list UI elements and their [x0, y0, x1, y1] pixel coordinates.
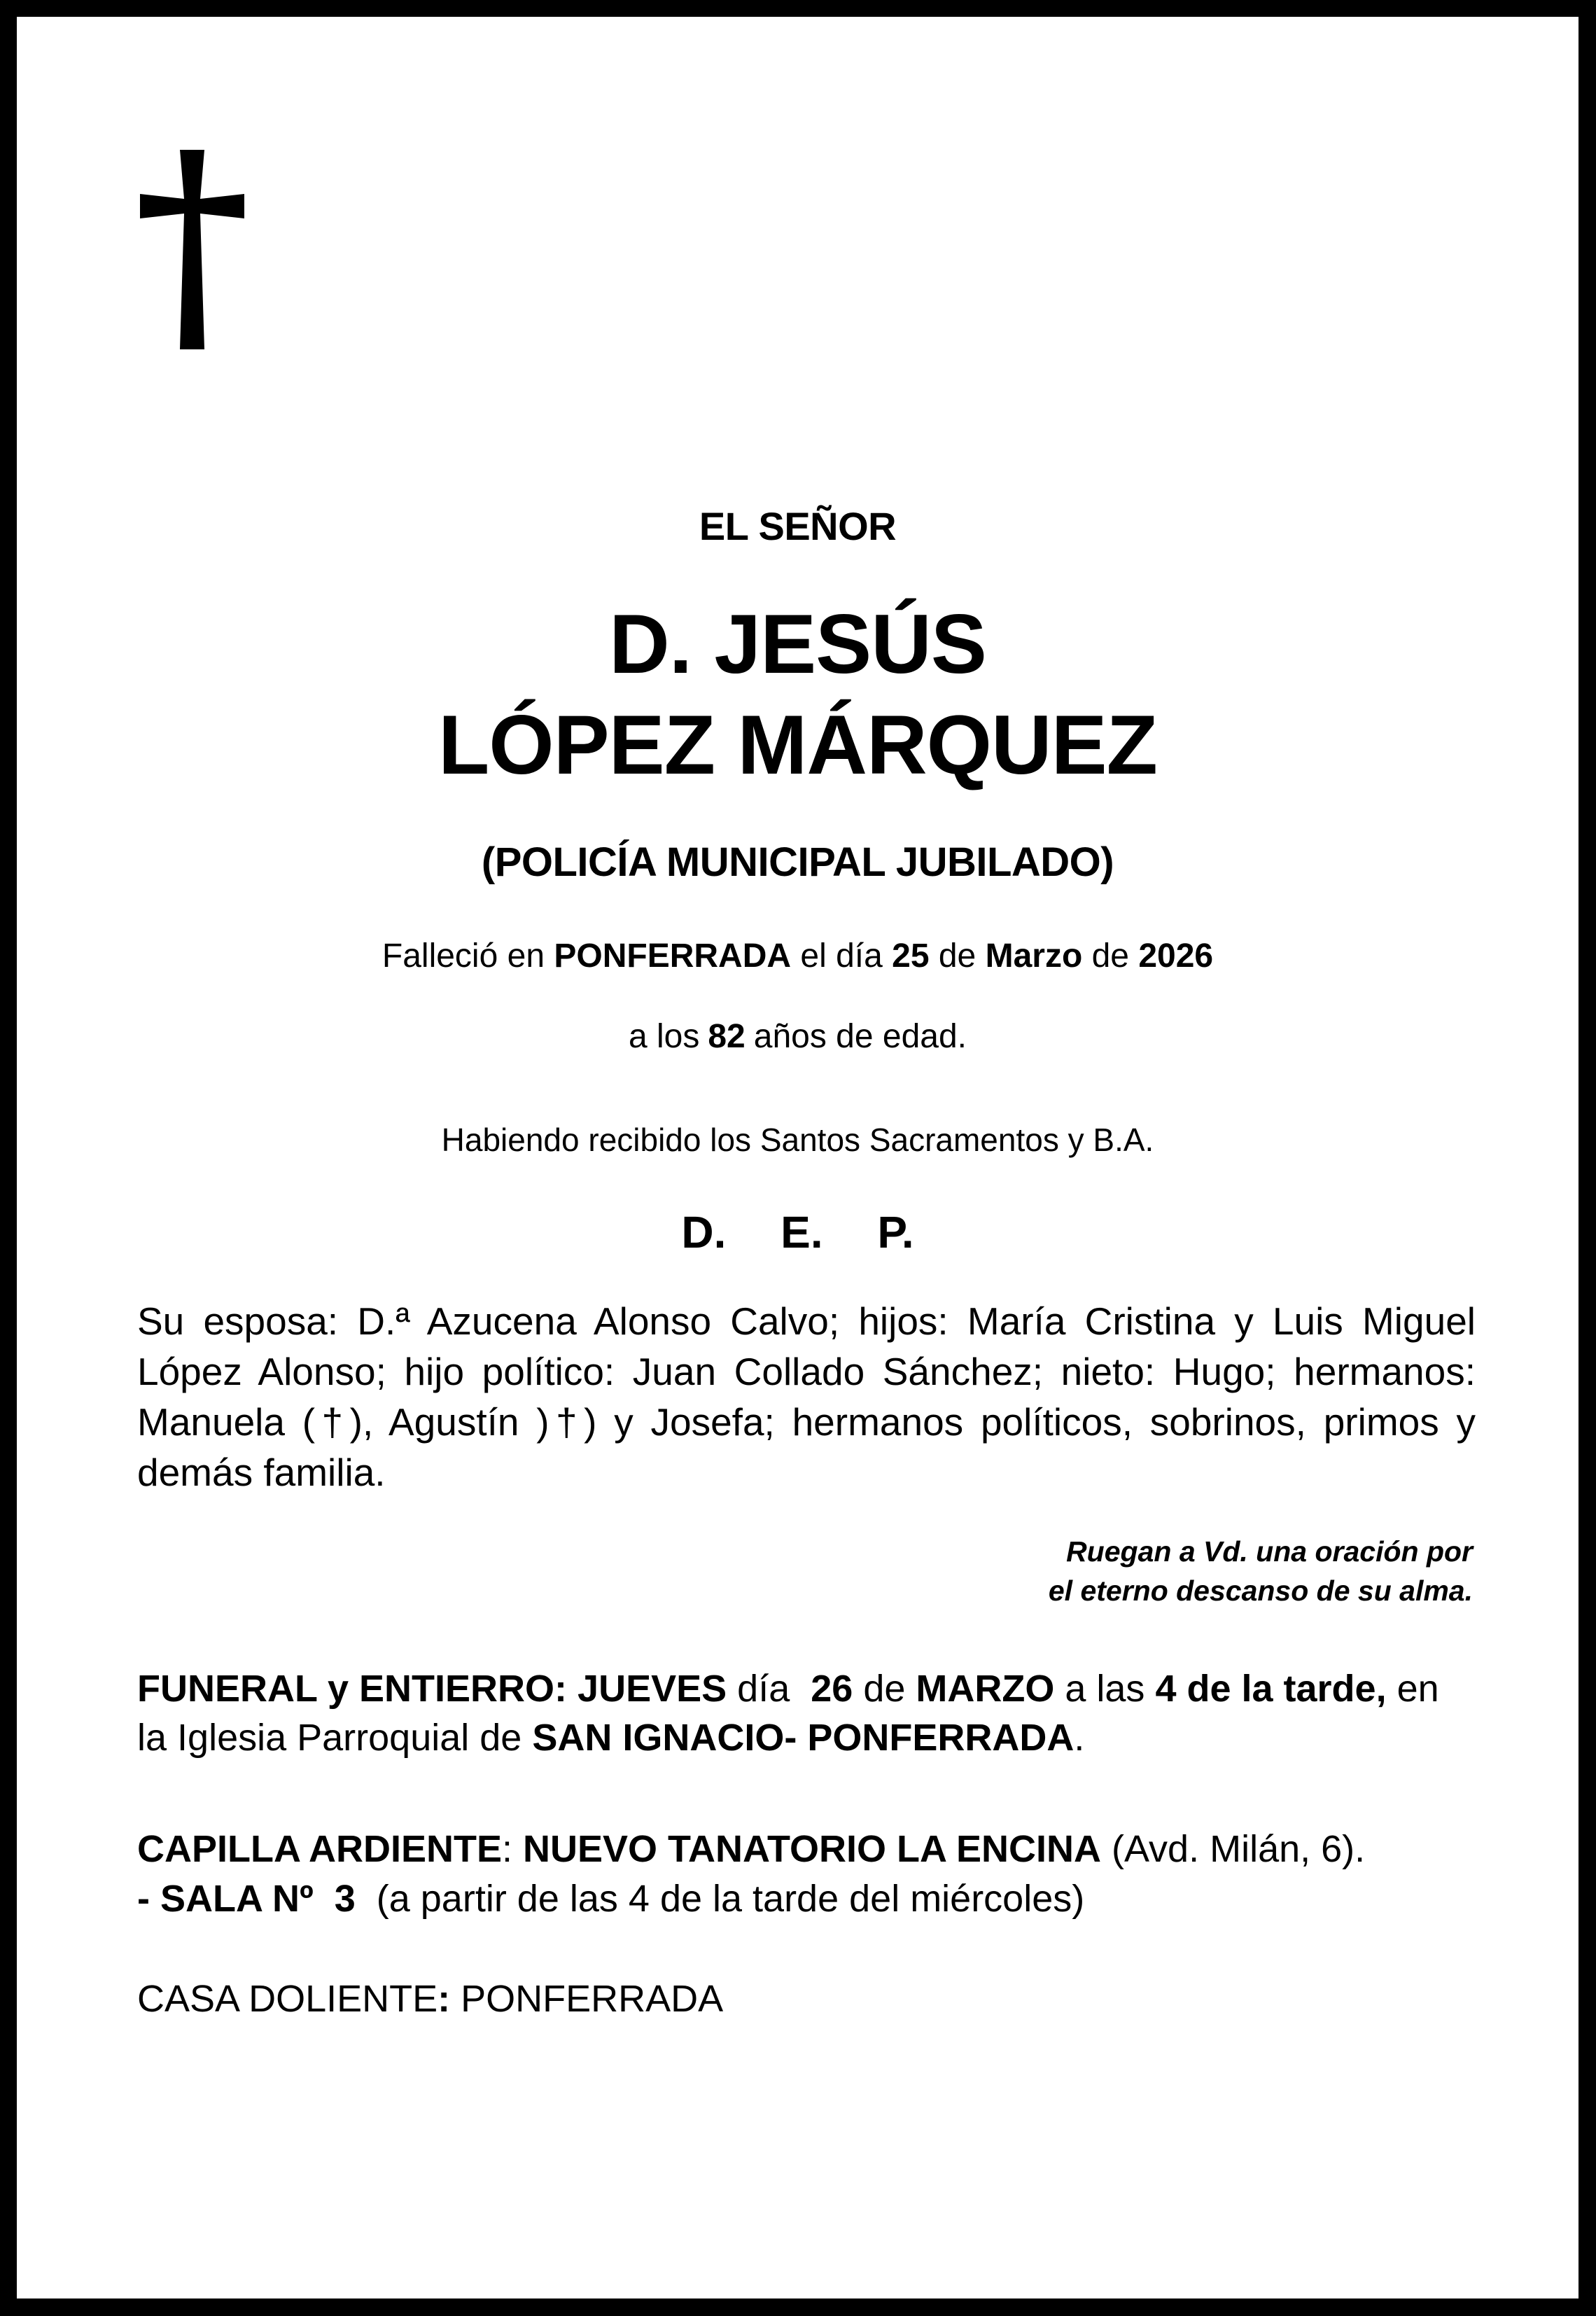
house-value: PONFERRADA	[450, 1978, 724, 2020]
funeral-info	[137, 1664, 1476, 1762]
mourning-house	[137, 1974, 1476, 2023]
funeral-day: 26	[811, 1668, 853, 1710]
chapel-label: CAPILLA ARDIENTE	[137, 1828, 502, 1870]
age-suffix: años de edad.	[753, 1018, 967, 1055]
funeral-text: a las	[1054, 1668, 1156, 1710]
age-value: 82	[708, 1018, 746, 1055]
funeral-month: MARZO	[916, 1668, 1055, 1710]
prayer-line-2: el eterno descanso de su alma.	[1048, 1575, 1473, 1607]
death-text: de	[1082, 937, 1139, 975]
chapel-line-1	[137, 1825, 1476, 1874]
death-text: de	[929, 937, 986, 975]
latin-cross-icon	[137, 150, 252, 349]
funeral-time: 4 de la tarde,	[1155, 1668, 1387, 1710]
name-line-1: D. JESÚS	[609, 597, 986, 691]
dep-abbreviation: D. E. P.	[681, 1207, 914, 1257]
funeral-line-2	[137, 1713, 1476, 1762]
funeral-text: la Iglesia Parroquial de	[137, 1717, 533, 1759]
funeral-church: SAN IGNACIO- PONFERRADA	[532, 1717, 1074, 1759]
funeral-text: .	[1074, 1717, 1085, 1759]
death-prefix: Falleció en	[382, 937, 554, 975]
chapel-room: - SALA Nº 3	[137, 1878, 356, 1920]
death-day: 25	[892, 937, 930, 975]
honorific: EL SEÑOR	[699, 504, 897, 548]
chapel-note: (a partir de las 4 de la tarde del miércoles)	[355, 1878, 1085, 1920]
age-prefix: a los	[628, 1018, 700, 1055]
chapel-info	[137, 1825, 1476, 1924]
prayer-line-1: Ruegan a Vd. una oración por	[1066, 1535, 1473, 1568]
prayer-request	[1049, 1532, 1473, 1610]
funeral-text: de	[853, 1668, 916, 1710]
family-paragraph: Su esposa: D.ª Azucena Alonso Calvo; hijos: María Cristina y Luis Miguel López Alonso; hijo político: Juan Collado Sánchez; nieto: Hugo; hermanos: Manuela (†), Agustín )†) y Josefa; hermanos políticos, sobrinos, primos y demás familia.	[137, 1299, 1476, 1494]
funeral-line-1	[137, 1664, 1476, 1713]
name-line-2: LÓPEZ MÁRQUEZ	[438, 698, 1157, 792]
age-statement	[17, 1016, 1578, 1058]
death-place: PONFERRADA	[554, 937, 792, 975]
death-year: 2026	[1138, 937, 1214, 975]
chapel-colon: :	[502, 1828, 524, 1870]
death-month: Marzo	[985, 937, 1083, 975]
sacraments-statement: Habiendo recibido los Santos Sacramentos y B.A.	[441, 1122, 1154, 1158]
chapel-line-2	[137, 1874, 1476, 1924]
funeral-text: en	[1386, 1668, 1439, 1710]
house-colon: :	[438, 1978, 451, 2020]
deceased-name	[17, 594, 1578, 795]
death-statement	[17, 935, 1578, 977]
funeral-label: FUNERAL y ENTIERRO: JUEVES	[137, 1668, 727, 1710]
death-text: el día	[791, 937, 892, 975]
chapel-venue: NUEVO TANATORIO LA ENCINA	[523, 1828, 1102, 1870]
occupation: (POLICÍA MUNICIPAL JUBILADO)	[481, 839, 1114, 885]
funeral-text: día	[727, 1668, 811, 1710]
chapel-address: (Avd. Milán, 6).	[1101, 1828, 1366, 1870]
house-label: CASA DOLIENTE	[137, 1978, 438, 2020]
